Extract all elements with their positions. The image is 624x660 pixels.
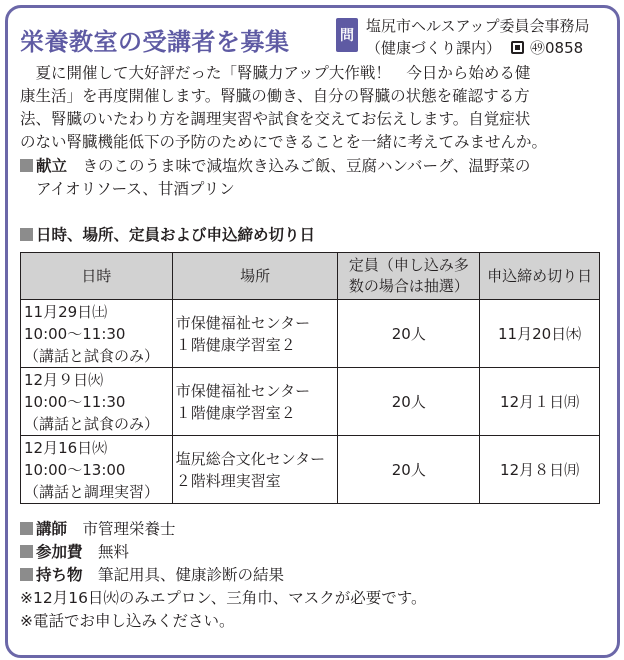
menu-line — [20, 155, 530, 178]
menu-text: きのこのうま味で減塩炊き込みご飯、豆腐ハンバーグ、温野菜の — [82, 157, 531, 175]
table-row — [21, 436, 600, 504]
deadline-cell: 11月20日㈭ — [480, 300, 600, 368]
note-phone: ※電話でお申し込みください。 — [20, 612, 235, 630]
capacity-cell: 20人 — [338, 436, 480, 504]
session-time: 10:00～11:30 — [24, 324, 126, 343]
place-name: 塩尻総合文化センター — [175, 449, 326, 468]
session-date: 12月16日㈫ — [24, 438, 108, 457]
session-note: （講話と試食のみ） — [24, 414, 160, 433]
place-cell — [172, 436, 338, 504]
column-header-deadline: 申込締め切り日 — [480, 253, 600, 300]
intro-line: 法、腎臓のいたわり方を調理実習や試食を交えてお伝えします。自覚症状 — [20, 110, 531, 128]
notice-title: 栄養教室の受講者を募集 — [20, 28, 290, 56]
capacity-cell: 20人 — [338, 300, 480, 368]
intro-paragraph — [20, 62, 547, 154]
bullet-square-icon — [20, 568, 33, 581]
deadline-cell: 12月１日㈪ — [480, 368, 600, 436]
schedule-table — [20, 252, 600, 504]
session-date: 11月29日㈯ — [24, 302, 108, 321]
bullet-square-icon — [20, 228, 33, 241]
schedule-heading-text: 日時、場所、定員および申込締め切り日 — [36, 226, 316, 244]
table-row — [21, 300, 600, 368]
date-cell — [21, 300, 173, 368]
instructor-label: 講師 — [36, 520, 68, 538]
intro-line: 夏に開催して大好評だった「腎臓力アップ大作戦！ 今日から始める健 — [20, 64, 531, 82]
place-room: １階健康学習室２ — [175, 403, 296, 422]
intro-line: 康生活」を再度開催します。腎臓の働き、自分の腎臓の状態を確認する方 — [20, 87, 530, 105]
session-time: 10:00～13:00 — [24, 460, 126, 479]
contact-department: （健康づくり課内） — [366, 39, 502, 57]
instructor-line — [20, 518, 426, 541]
place-cell — [172, 368, 338, 436]
place-name: 市保健福祉センター — [175, 381, 311, 400]
column-header-capacity: 定員（申し込み多数の場合は抽選） — [338, 253, 480, 300]
fee-label: 参加費 — [36, 543, 83, 561]
session-note: （講話と試食のみ） — [24, 346, 160, 365]
contact-line — [366, 37, 583, 58]
column-header-date: 日時 — [21, 253, 173, 300]
details-section — [20, 518, 426, 633]
bullet-square-icon — [20, 545, 33, 558]
date-cell — [21, 436, 173, 504]
place-room: １階健康学習室２ — [175, 335, 296, 354]
capacity-cell: 20人 — [338, 368, 480, 436]
items-value: 筆記用具、健康診断の結果 — [98, 566, 285, 584]
session-time: 10:00～11:30 — [24, 392, 126, 411]
place-cell — [172, 300, 338, 368]
menu-line-2: アイオリソース、甘酒プリン — [36, 180, 235, 198]
contact-phone[interactable]: ㊾0858 — [530, 39, 584, 57]
deadline-cell: 12月８日㈪ — [480, 436, 600, 504]
menu-label: 献立 — [36, 157, 68, 175]
bullet-square-icon — [20, 159, 33, 172]
table-header-row — [21, 253, 600, 300]
table-row — [21, 368, 600, 436]
schedule-heading — [20, 224, 315, 247]
bullet-square-icon — [20, 522, 33, 535]
items-line — [20, 564, 426, 587]
fee-line — [20, 541, 426, 564]
note-apron: ※12月16日㈫のみエプロン、三角巾、マスクが必要です。 — [20, 589, 427, 607]
phone-icon — [511, 41, 524, 54]
column-header-place: 場所 — [172, 253, 338, 300]
place-name: 市保健福祉センター — [175, 313, 311, 332]
inquiry-badge: 問 — [336, 18, 358, 52]
session-date: 12月９日㈫ — [24, 370, 104, 389]
items-label: 持ち物 — [36, 566, 83, 584]
place-room: ２階料理実習室 — [175, 471, 281, 490]
date-cell — [21, 368, 173, 436]
fee-value: 無料 — [98, 543, 130, 561]
instructor-value: 市管理栄養士 — [82, 520, 176, 538]
session-note: （講話と調理実習） — [24, 482, 160, 501]
menu-section — [20, 155, 530, 201]
contact-organization: 塩尻市ヘルスアップ委員会事務局 — [366, 17, 590, 35]
intro-line: のない腎臓機能低下の予防のためにできることを一緒に考えてみませんか。 — [20, 133, 548, 151]
